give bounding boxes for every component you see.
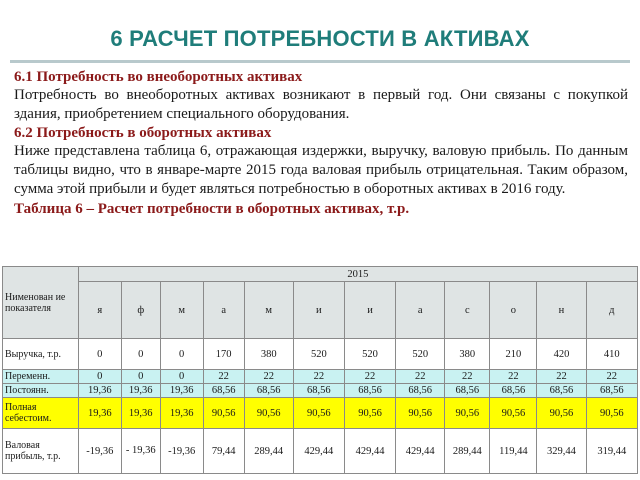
month-header: и bbox=[344, 282, 395, 339]
table-cell: 90,56 bbox=[490, 398, 537, 429]
table-cell: 90,56 bbox=[537, 398, 586, 429]
table-cell: 22 bbox=[586, 370, 637, 384]
table-cell: 22 bbox=[537, 370, 586, 384]
table-cell: 0 bbox=[121, 339, 160, 370]
table-cell: 68,56 bbox=[586, 384, 637, 398]
table-cell: 520 bbox=[293, 339, 344, 370]
table-cell: 68,56 bbox=[445, 384, 490, 398]
table-cell: 289,44 bbox=[244, 429, 293, 474]
table-cell: 79,44 bbox=[203, 429, 244, 474]
table-cell: 22 bbox=[203, 370, 244, 384]
table-cell: 19,36 bbox=[78, 398, 121, 429]
table-cell: 410 bbox=[586, 339, 637, 370]
table-cell: 19,36 bbox=[78, 384, 121, 398]
table-cell: 90,56 bbox=[344, 398, 395, 429]
table-cell: 420 bbox=[537, 339, 586, 370]
table-cell: 22 bbox=[344, 370, 395, 384]
section-1-text: Потребность во внеоборотных активах возникают в первый год. Они связаны с покупкой здания, приобретением специального оборудования. bbox=[14, 87, 628, 122]
table-cell: 68,56 bbox=[203, 384, 244, 398]
revenue-row bbox=[3, 339, 638, 370]
table-cell: -19,36 bbox=[78, 429, 121, 474]
table-cell: 289,44 bbox=[445, 429, 490, 474]
table-cell: 22 bbox=[293, 370, 344, 384]
table-cell: 429,44 bbox=[396, 429, 445, 474]
table-cell: 319,44 bbox=[586, 429, 637, 474]
table-cell: 68,56 bbox=[537, 384, 586, 398]
table-cell: 68,56 bbox=[244, 384, 293, 398]
month-header: н bbox=[537, 282, 586, 339]
section-2-text: Ниже представлена таблица 6, отражающая издержки, выручку, валовую прибыль. По данным таблицы видно, что в январе-марте 2015 года валовая прибыль отрицательная. Таким образом, сумма этой прибыли и будет являться потребностью в оборотных активах в 2016 году. bbox=[14, 143, 628, 197]
table-cell: 19,36 bbox=[121, 398, 160, 429]
table-cell: 90,56 bbox=[293, 398, 344, 429]
table-cell: 90,56 bbox=[203, 398, 244, 429]
section-2-heading: 6.2 Потребность в оборотных активах bbox=[14, 125, 272, 141]
month-header: ф bbox=[121, 282, 160, 339]
assets-table bbox=[2, 266, 638, 474]
table-cell: 429,44 bbox=[293, 429, 344, 474]
table-cell: 210 bbox=[490, 339, 537, 370]
table-cell: 22 bbox=[244, 370, 293, 384]
table-cell: 22 bbox=[490, 370, 537, 384]
table-cell: 19,36 bbox=[121, 384, 160, 398]
month-header: я bbox=[78, 282, 121, 339]
table-cell: 0 bbox=[160, 370, 203, 384]
month-header: а bbox=[203, 282, 244, 339]
month-header: м bbox=[244, 282, 293, 339]
table-cell: 0 bbox=[160, 339, 203, 370]
table-cell: 22 bbox=[396, 370, 445, 384]
table-cell: 380 bbox=[445, 339, 490, 370]
table-cell: -19,36 bbox=[160, 429, 203, 474]
month-header: м bbox=[160, 282, 203, 339]
table-cell: 170 bbox=[203, 339, 244, 370]
section-1-heading: 6.1 Потребность во внеоборотных активах bbox=[14, 69, 303, 85]
table-cell: 90,56 bbox=[586, 398, 637, 429]
table-cell: 0 bbox=[121, 370, 160, 384]
content-area bbox=[14, 68, 628, 219]
month-header: с bbox=[445, 282, 490, 339]
table-cell: 0 bbox=[78, 370, 121, 384]
table-cell: 68,56 bbox=[396, 384, 445, 398]
row-label: Переменн. bbox=[3, 370, 79, 384]
month-header: а bbox=[396, 282, 445, 339]
row-label: Полная себестоим. bbox=[3, 398, 79, 429]
table-cell: 68,56 bbox=[490, 384, 537, 398]
fixed-costs-row bbox=[3, 384, 638, 398]
year-header: 2015 bbox=[78, 267, 637, 282]
table-cell: 68,56 bbox=[293, 384, 344, 398]
variable-costs-row bbox=[3, 370, 638, 384]
table-cell: 19,36 bbox=[160, 384, 203, 398]
month-header: и bbox=[293, 282, 344, 339]
table-cell: 68,56 bbox=[344, 384, 395, 398]
table-corner-header: Нименован ие показателя bbox=[3, 267, 79, 339]
gross-profit-row bbox=[3, 429, 638, 474]
table-cell: 90,56 bbox=[396, 398, 445, 429]
table-cell: 520 bbox=[396, 339, 445, 370]
month-header: о bbox=[490, 282, 537, 339]
table-cell: 0 bbox=[78, 339, 121, 370]
row-label: Постоянн. bbox=[3, 384, 79, 398]
table-cell: - 19,36 bbox=[121, 429, 160, 474]
row-label: Выручка, т.р. bbox=[3, 339, 79, 370]
table-cell: 90,56 bbox=[244, 398, 293, 429]
table-cell: 19,36 bbox=[160, 398, 203, 429]
title-divider bbox=[10, 60, 630, 63]
table-caption: Таблица 6 – Расчет потребности в оборотных активах, т.р. bbox=[14, 201, 410, 217]
table-cell: 520 bbox=[344, 339, 395, 370]
table-cell: 22 bbox=[445, 370, 490, 384]
table-cell: 329,44 bbox=[537, 429, 586, 474]
row-label: Валовая прибыль, т.р. bbox=[3, 429, 79, 474]
table-cell: 429,44 bbox=[344, 429, 395, 474]
full-cost-row bbox=[3, 398, 638, 429]
table-cell: 119,44 bbox=[490, 429, 537, 474]
month-header: д bbox=[586, 282, 637, 339]
page-title: 6 РАСЧЕТ ПОТРЕБНОСТИ В АКТИВАХ bbox=[110, 26, 530, 51]
table-cell: 380 bbox=[244, 339, 293, 370]
table-cell: 90,56 bbox=[445, 398, 490, 429]
